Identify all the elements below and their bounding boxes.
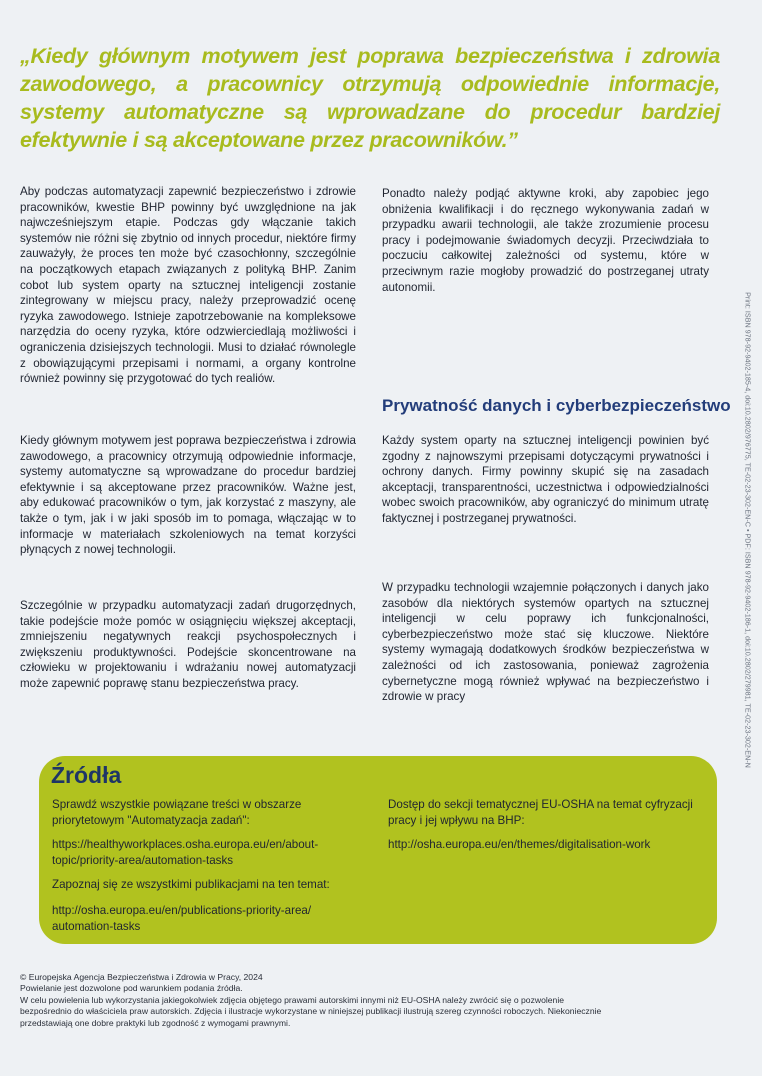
- photo-note: W celu powielenia lub wykorzystania jakiegokolwiek zdjęcia objętego prawami autorskimi innymi niż EU-OSHA należy zwrócić się o pozwolenie bezpośrednio do właściciela praw autorskich. Zdjęcia i ilustracje wykorzystane w niniejszej publikacji ilustrują szereg czynności roboczych. Niekoniecznie przedstawiają one dobre praktyki lub zgodność z wymogami prawnymi.: [20, 994, 602, 1028]
- link-line[interactable]: http://osha.europa.eu/en/publications-priority-area/: [52, 904, 312, 917]
- pull-quote: „Kiedy głównym motywem jest poprawa bezpieczeństwa i zdrowia zawodowego, a pracownicy otrzymują odpowiednie informacje, systemy automatyczne są wprowadzane do procedur bardziej efektywnie i są akceptowane przez pracowników.”: [20, 44, 720, 152]
- sources-title: Źródła: [51, 762, 122, 788]
- paragraph-text: Kiedy głównym motywem jest poprawa bezpieczeństwa i zdrowia zawodowego, a pracownicy otrzymują odpowiednie informacje, systemy automatyczne są wprowadzane do procedur bardziej efektywnie i są akceptowane przez pracowników. Ważne jest, aby edukować pracowników o tym, jak korzystać z maszyny, ale także o tym, jak i w jaki sposób im to pomaga, włączając w to informacje w materiałach szkoleniowych na temat korzyści płynących z nowej technologii.: [20, 434, 356, 557]
- link-line[interactable]: topic/priority-area/automation-tasks: [52, 853, 234, 867]
- left-column-paragraph-3: [20, 598, 356, 692]
- left-column-paragraph-2: [20, 433, 356, 558]
- reproduction-note: Powielanie jest dozwolone pod warunkiem podania źródła.: [20, 983, 243, 994]
- copyright: © Europejska Agencja Bezpieczeństwa i Zdrowia w Pracy, 2024: [20, 972, 263, 982]
- paragraph-text: W przypadku technologii wzajemnie połączonych i danych jako zasobów dla niektórych systemów opartych na sztucznej inteligencji w celu poprawy ich funkcjonalności, cyberbezpieczeństwo może stać się kluczowe. Niektóre systemy wymagają dodatkowych środków bezpieczeństwa w zależności od ich zastosowania, ponieważ zagrożenia cybernetyczne mogą również wpływać na bezpieczeństwo i zdrowie w pracy: [382, 581, 709, 704]
- publications-intro: Zapoznaj się ze wszystkimi publikacjami na ten temat:: [52, 878, 330, 891]
- left-column-paragraph-1: [20, 184, 356, 387]
- publications-link[interactable]: [52, 903, 362, 934]
- section-heading: Prywatność danych i cyberbezpieczeństwo: [382, 396, 731, 415]
- paragraph-text: Każdy system oparty na sztucznej inteligencji powinien być zgodny z najnowszymi przepisami dotyczącymi prywatności i ochrony danych. Firmy powinny skupić się na zasadach akceptacji, transparentności, uczestnictwa i odpowiedzialności wobec swoich pracowników, aby ograniczyć do minimum utratę faktycznej i postrzeganej prywatności.: [382, 434, 709, 525]
- isbn-side-text: Print: ISBN 978-92-9402-185-4, doi:10.2802/976775, TE-02-23-302-EN-C • PDF: ISBN 978-92-9402-186-1, doi:10.2802/279981, TE-02-23-302-EN-N: [743, 292, 753, 768]
- paragraph-text: Ponadto należy podjąć aktywne kroki, aby zapobiec jego obniżenia kwalifikacji i do ręcznego wykonywania zadań w przypadku awarii technologii, ale także zrozumienie procesu pracy i podejmowanie świadomych decyzji. Przeciwdziała to poczuciu całkowitej zależności od systemu, które w przeciwnym razie mogłoby prowadzić do postrzeganej utraty autonomii.: [382, 187, 709, 294]
- sources-intro: Sprawdź wszystkie powiązane treści w obszarze priorytetowym "Automatyzacja zadań":: [52, 798, 302, 827]
- right-column-paragraph-1: [382, 186, 709, 295]
- digitalisation-link[interactable]: http://osha.europa.eu/en/themes/digitalisation-work: [388, 838, 651, 851]
- right-column-paragraph-2: [382, 433, 709, 527]
- right-column-paragraph-3: [382, 580, 709, 705]
- link-line[interactable]: automation-tasks: [52, 919, 141, 933]
- digitalisation-intro: Dostęp do sekcji tematycznej EU-OSHA na temat cyfryzacji pracy i jej wpływu na BHP:: [388, 798, 693, 827]
- automation-tasks-link[interactable]: [52, 837, 362, 868]
- footer: [20, 972, 615, 1029]
- paragraph-text: Szczególnie w przypadku automatyzacji zadań drugorzędnych, takie podejście może pomóc w osiągnięciu większej akceptacji, zmniejszeniu negatywnych reakcji psychospołecznych i zwiększeniu produktywności. Podejście skoncentrowane na człowieku w projektowaniu i wdrażaniu nowej automatyzacji może zapewnić poprawę stanu bezpieczeństwa pracy.: [20, 599, 356, 690]
- sources-box: [39, 756, 717, 944]
- paragraph-text: Aby podczas automatyzacji zapewnić bezpieczeństwo i zdrowie pracowników, kwestie BHP powinny być uwzględnione na jak najwcześniejszym etapie. Podczas gdy włączanie takich systemów nie różni się zbytnio od innych procedur, niektóre firmy zauważyły, że proces ten może być czasochłonny, szczególnie na początkowych etapach związanych z polityką BHP. Zanim cobot lub system oparty na sztucznej inteligencji zostanie zintegrowany w miejscu pracy, należy przeprowadzić ocenę ryzyka zawodowego. Istnieje zapotrzebowanie na kompleksowe narzędzia do oceny ryzyka, które odzwierciedlają możliwości i ograniczenia dzisiejszych technologii. Musi to działać równolegle z obowiązującymi przepisami i normami, a organy kontrolne również powinny się przygotować do tych realiów.: [20, 185, 356, 386]
- link-line[interactable]: https://healthyworkplaces.osha.europa.eu/en/about-: [52, 838, 319, 851]
